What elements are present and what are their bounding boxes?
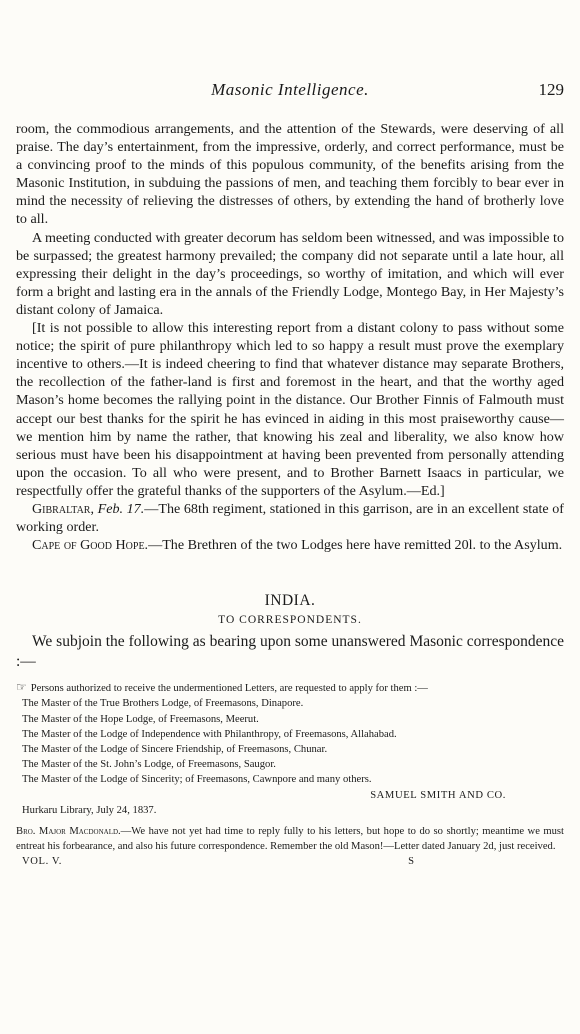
page-footer [16, 856, 564, 872]
section-subtitle: TO CORRESPONDENTS. [218, 614, 362, 627]
pointing-hand-icon: ☞ [16, 680, 27, 695]
gibraltar-text: —The 68th regiment, stationed in this garrison, are in an excellent state of working order. [16, 500, 564, 536]
document-page [16, 0, 564, 872]
paragraph-gibraltar [16, 500, 564, 536]
section-title-india: INDIA. [264, 592, 316, 610]
article-body [16, 120, 564, 554]
india-intro: We subjoin the following as bearing upon some unanswered Masonic correspondence :— [16, 633, 564, 671]
cape-text: —The Brethren of the two Lodges here have remitted 20l. to the Asylum. [148, 537, 563, 554]
running-title: Masonic Intelligence. [211, 80, 369, 99]
volume-label: VOL. V. [22, 856, 63, 868]
page-header [16, 80, 564, 120]
signature-mark: S [408, 856, 414, 868]
paragraph-meeting: A meeting conducted with greater decorum has seldom been witnessed, and was impossible to be surpassed; the greatest harmony prevailed; the company did not separate until a late hour, all expressing their delight in the day’s proceedings, so worthy of imitation, and which will ever form a bright and lasting era in the annals of the Friendly Lodge, Montego Bay, in Her Majesty’s distant colony of Jamaica. [16, 229, 564, 318]
note-macdonald [16, 824, 564, 854]
paragraph-editorial-note: [It is not possible to allow this interesting report from a distant colony to pass without some notice; the spirit of pure philanthropy which led to so happy a result must prove the exemplary incentive to others.—It is indeed cheering to find that whatever distance may separate Brothers, the recollection of the father-land is first and foremost in the heart, and that the worthy aged Mason’s home becomes the rallying point in the distance. Our Brother Finnis of Falmouth must accept our best thanks for the spirit he has evinced in aiding in this most praiseworthy cause—we mention him by name the rather, that knowing his zeal and liberality, we also know how serious must have been his disappointment at having been prevented from personally attending upon the occasion. To all who were present, and to Brother Barnett Isaacs in particular, we respectfully offer the grateful thanks of the supporters of the Asylum.—Ed.] [16, 320, 564, 499]
recipient-list [16, 696, 564, 787]
note-body: —We have not yet had time to reply fully to his letters, but hope to do so shortly; meantime we must entreat his forbearance, and also his future correspondence. Remember the old Mason!—Letter dated January 2d, just received. [16, 826, 564, 853]
notice-text [16, 680, 564, 696]
list-item: The Master of the Hope Lodge, of Freemasons, Meerut. [22, 713, 259, 725]
correspondence-notice-block [16, 680, 564, 854]
dateline: Hurkaru Library, July 24, 1837. [22, 804, 157, 816]
list-item: The Master of the Lodge of Sincere Friendship, of Freemasons, Chunar. [22, 744, 328, 756]
signature-line: SAMUEL SMITH AND CO. [370, 789, 506, 801]
paragraph-cape [16, 536, 564, 554]
gibraltar-place: Gibraltar, [32, 500, 94, 517]
list-item: The Master of the True Brothers Lodge, of Freemasons, Dinapore. [22, 698, 304, 710]
note-name: Bro. Major Macdonald. [16, 826, 121, 838]
cape-place: Cape of Good Hope. [32, 537, 149, 554]
notice-body: Persons authorized to receive the undermentioned Letters, are requested to apply for them :— [30, 683, 428, 695]
page-number: 129 [538, 80, 564, 99]
gibraltar-date: Feb. 17. [97, 500, 145, 517]
list-item: The Master of the Lodge of Independence with Philanthropy, of Freemasons, Allahabad. [22, 728, 397, 740]
paragraph-continuation: room, the commodious arrangements, and the attention of the Stewards, were deserving of all praise. The day’s entertainment, from the impressive, orderly, and correct performance, must be a convincing proof to the minds of this populous community, of the benefits arising from the Masonic Institution, in subduing the passions of men, and teaching them forcibly to bear ever in mind the necessity of relieving the distresses of others, by extending the hand of brotherly love to all. [16, 121, 564, 228]
list-item: The Master of the Lodge of Sincerity; of Freemasons, Cawnpore and many others. [22, 774, 372, 786]
list-item: The Master of the St. John’s Lodge, of Freemasons, Saugor. [22, 759, 276, 771]
